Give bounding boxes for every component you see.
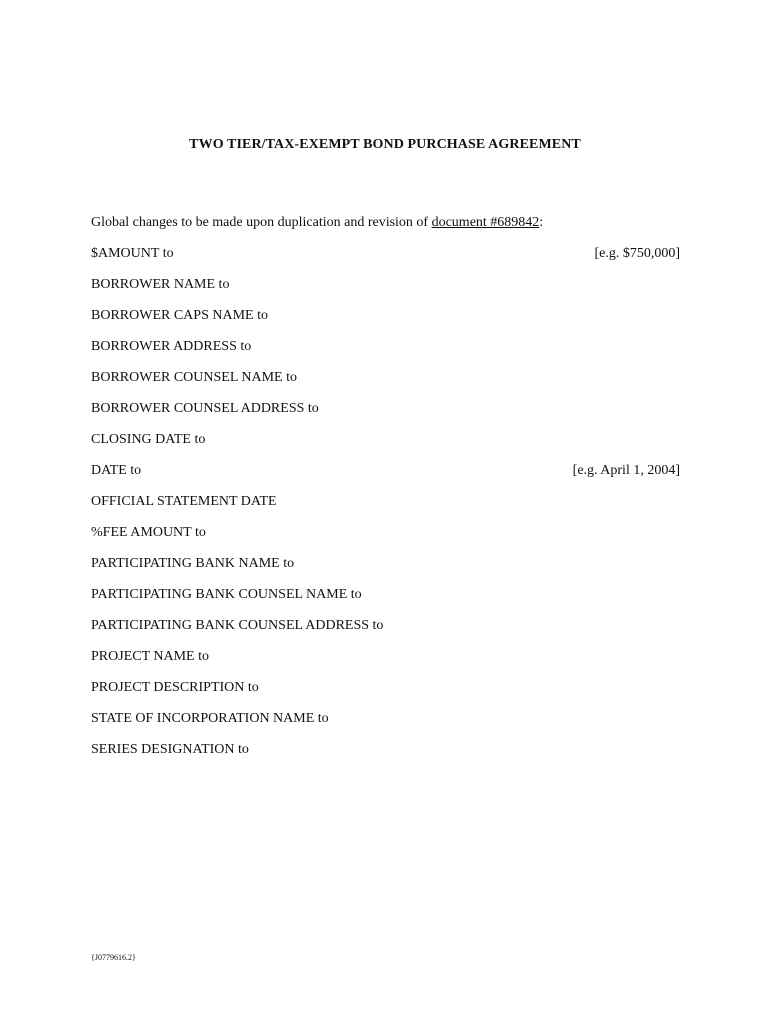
- field-label: $AMOUNT to: [91, 246, 174, 261]
- field-label: DATE to: [91, 463, 142, 478]
- field-label: SERIES DESIGNATION to: [91, 742, 249, 757]
- field-label: PARTICIPATING BANK COUNSEL NAME to: [91, 587, 362, 602]
- field-label: PARTICIPATING BANK COUNSEL ADDRESS to: [91, 618, 384, 633]
- field-row: [91, 277, 680, 308]
- replacement-field-list: [91, 246, 680, 773]
- field-label: BORROWER CAPS NAME to: [91, 308, 268, 323]
- field-row: [91, 463, 680, 494]
- field-row: [91, 246, 680, 277]
- field-row: [91, 339, 680, 370]
- field-row: [91, 742, 680, 773]
- field-row: [91, 401, 680, 432]
- field-row: [91, 525, 680, 556]
- field-row: [91, 711, 680, 742]
- field-row: [91, 494, 680, 525]
- field-example: [e.g. April 1, 2004]: [572, 463, 680, 478]
- field-row: [91, 587, 680, 618]
- field-row: [91, 556, 680, 587]
- field-row: [91, 618, 680, 649]
- field-row: [91, 370, 680, 401]
- document-footer-code: {J0779616.2}: [91, 953, 136, 962]
- intro-line: [91, 215, 543, 231]
- field-label: BORROWER ADDRESS to: [91, 339, 252, 354]
- field-label: STATE OF INCORPORATION NAME to: [91, 711, 329, 726]
- field-label: BORROWER NAME to: [91, 277, 230, 292]
- field-example: [e.g. $750,000]: [594, 246, 680, 261]
- field-row: [91, 308, 680, 339]
- field-row: [91, 680, 680, 711]
- document-reference: document #689842: [431, 215, 540, 230]
- field-label: PROJECT NAME to: [91, 649, 209, 664]
- field-label: %FEE AMOUNT to: [91, 525, 206, 540]
- field-label: PARTICIPATING BANK NAME to: [91, 556, 295, 571]
- intro-prefix: Global changes to be made upon duplication and revision of: [91, 215, 432, 230]
- field-label: CLOSING DATE to: [91, 432, 206, 447]
- field-row: [91, 649, 680, 680]
- intro-suffix: :: [539, 215, 544, 230]
- field-label: OFFICIAL STATEMENT DATE: [91, 494, 277, 509]
- document-title: TWO TIER/TAX-EXEMPT BOND PURCHASE AGREEMENT: [189, 137, 581, 152]
- field-row: [91, 432, 680, 463]
- field-label: PROJECT DESCRIPTION to: [91, 680, 259, 695]
- field-label: BORROWER COUNSEL NAME to: [91, 370, 297, 385]
- field-label: BORROWER COUNSEL ADDRESS to: [91, 401, 319, 416]
